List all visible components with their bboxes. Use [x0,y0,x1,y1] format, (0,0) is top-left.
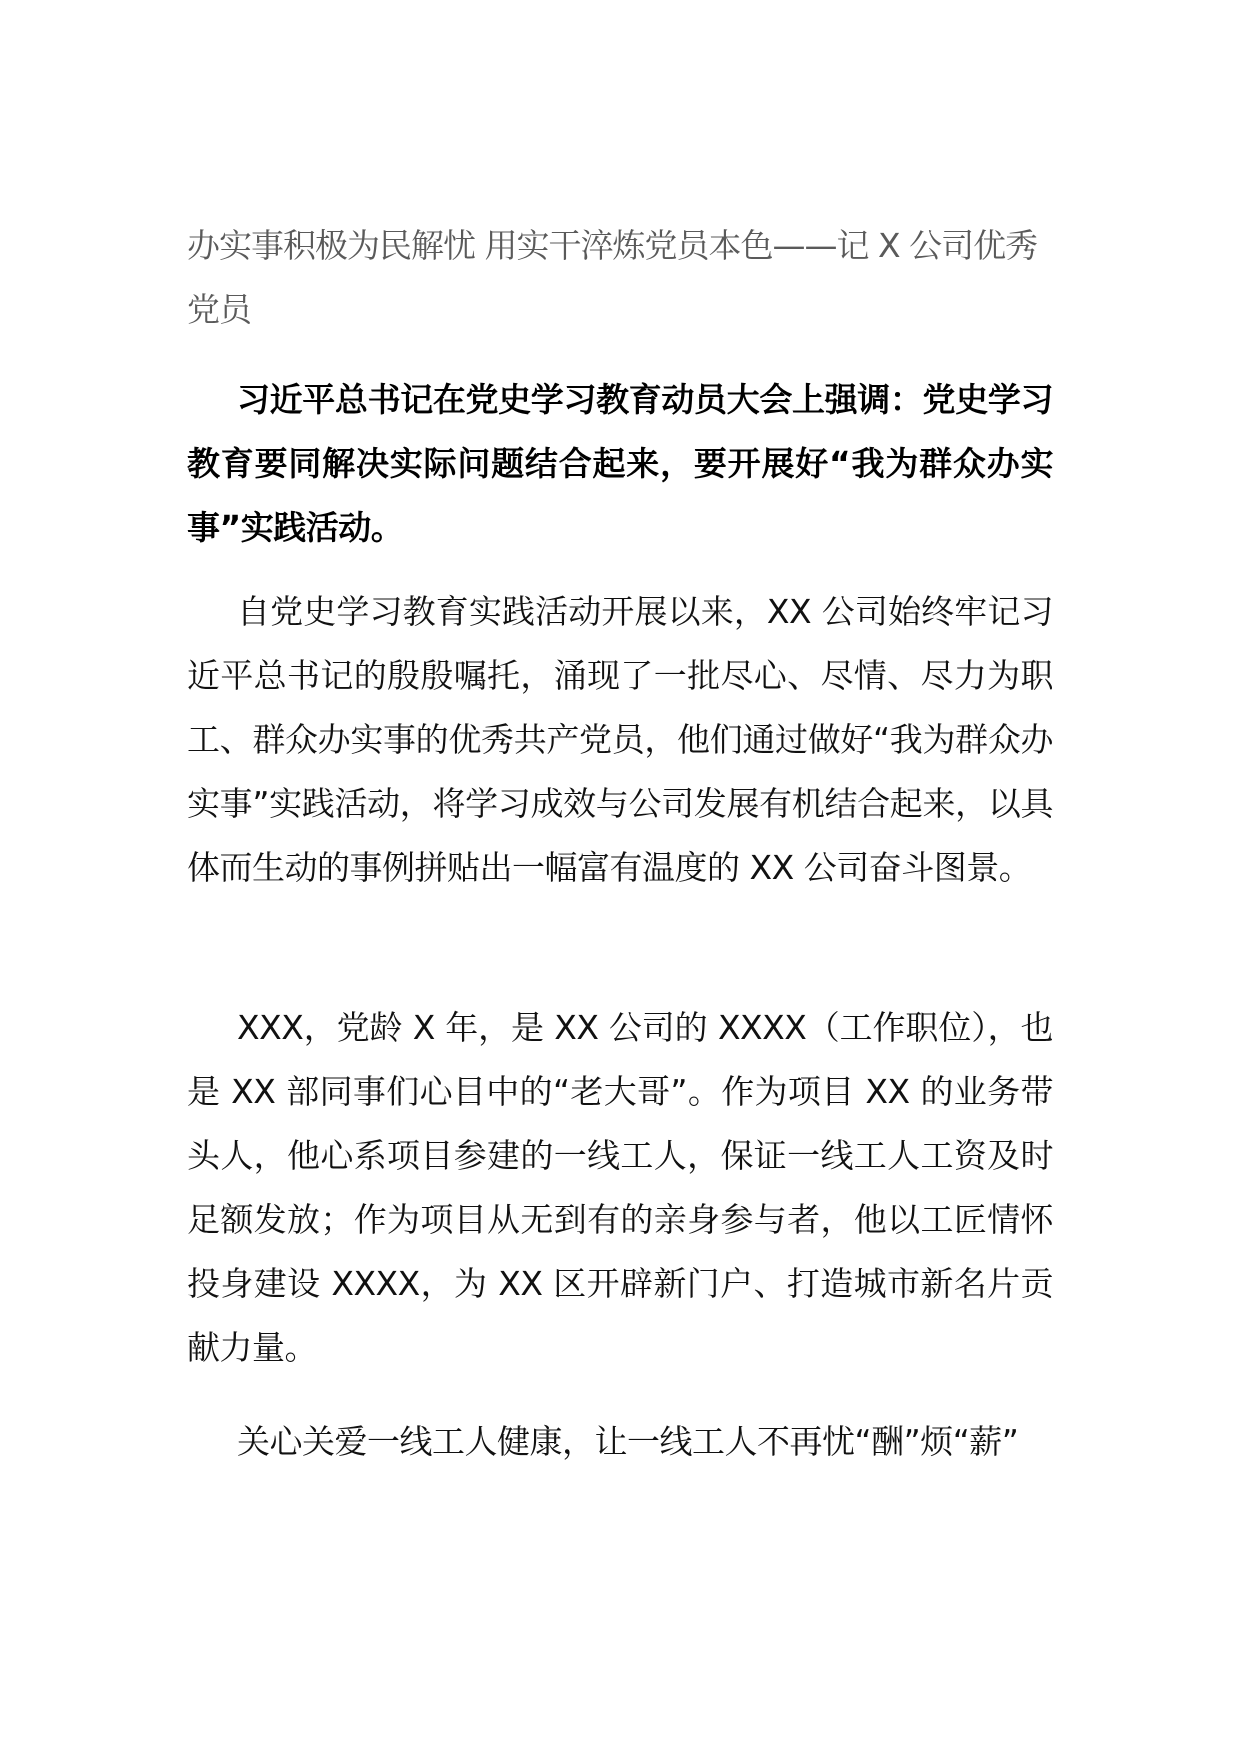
document-title: 办实事积极为民解忧 用实干淬炼党员本色——记 X 公司优秀党员 [187,226,1038,329]
body-paragraph-2: XXX，党龄 X 年，是 XX 公司的 XXXX（工作职位），也是 XX 部同事们心目中的“老大哥”。作为项目 XX 的业务带头人，他心系项目参建的一线工人，保证一线工人工资及时足额发放；作为项目从无到有的亲身参与者，他以工匠情怀投身建设 XXXX，为 XX 区开辟新门户、打造城市新名片贡献力量。 [187,1008,1053,1367]
section-heading: 关心关爱一线工人健康，让一线工人不再忧“酬”烦“薪” [237,1422,1019,1461]
body-paragraph-1: 自党史学习教育实践活动开展以来，XX 公司始终牢记习近平总书记的殷殷嘱托，涌现了一批尽心、尽情、尽力为职工、群众办实事的优秀共产党员，他们通过做好“我为群众办实事”实践活动，将学习成效与公司发展有机结合起来，以具体而生动的事例拼贴出一幅富有温度的 XX 公司奋斗图景。 [187,592,1053,887]
lead-paragraph: 习近平总书记在党史学习教育动员大会上强调：党史学习教育要同解决实际问题结合起来，要开展好“我为群众办实事”实践活动。 [187,380,1053,547]
